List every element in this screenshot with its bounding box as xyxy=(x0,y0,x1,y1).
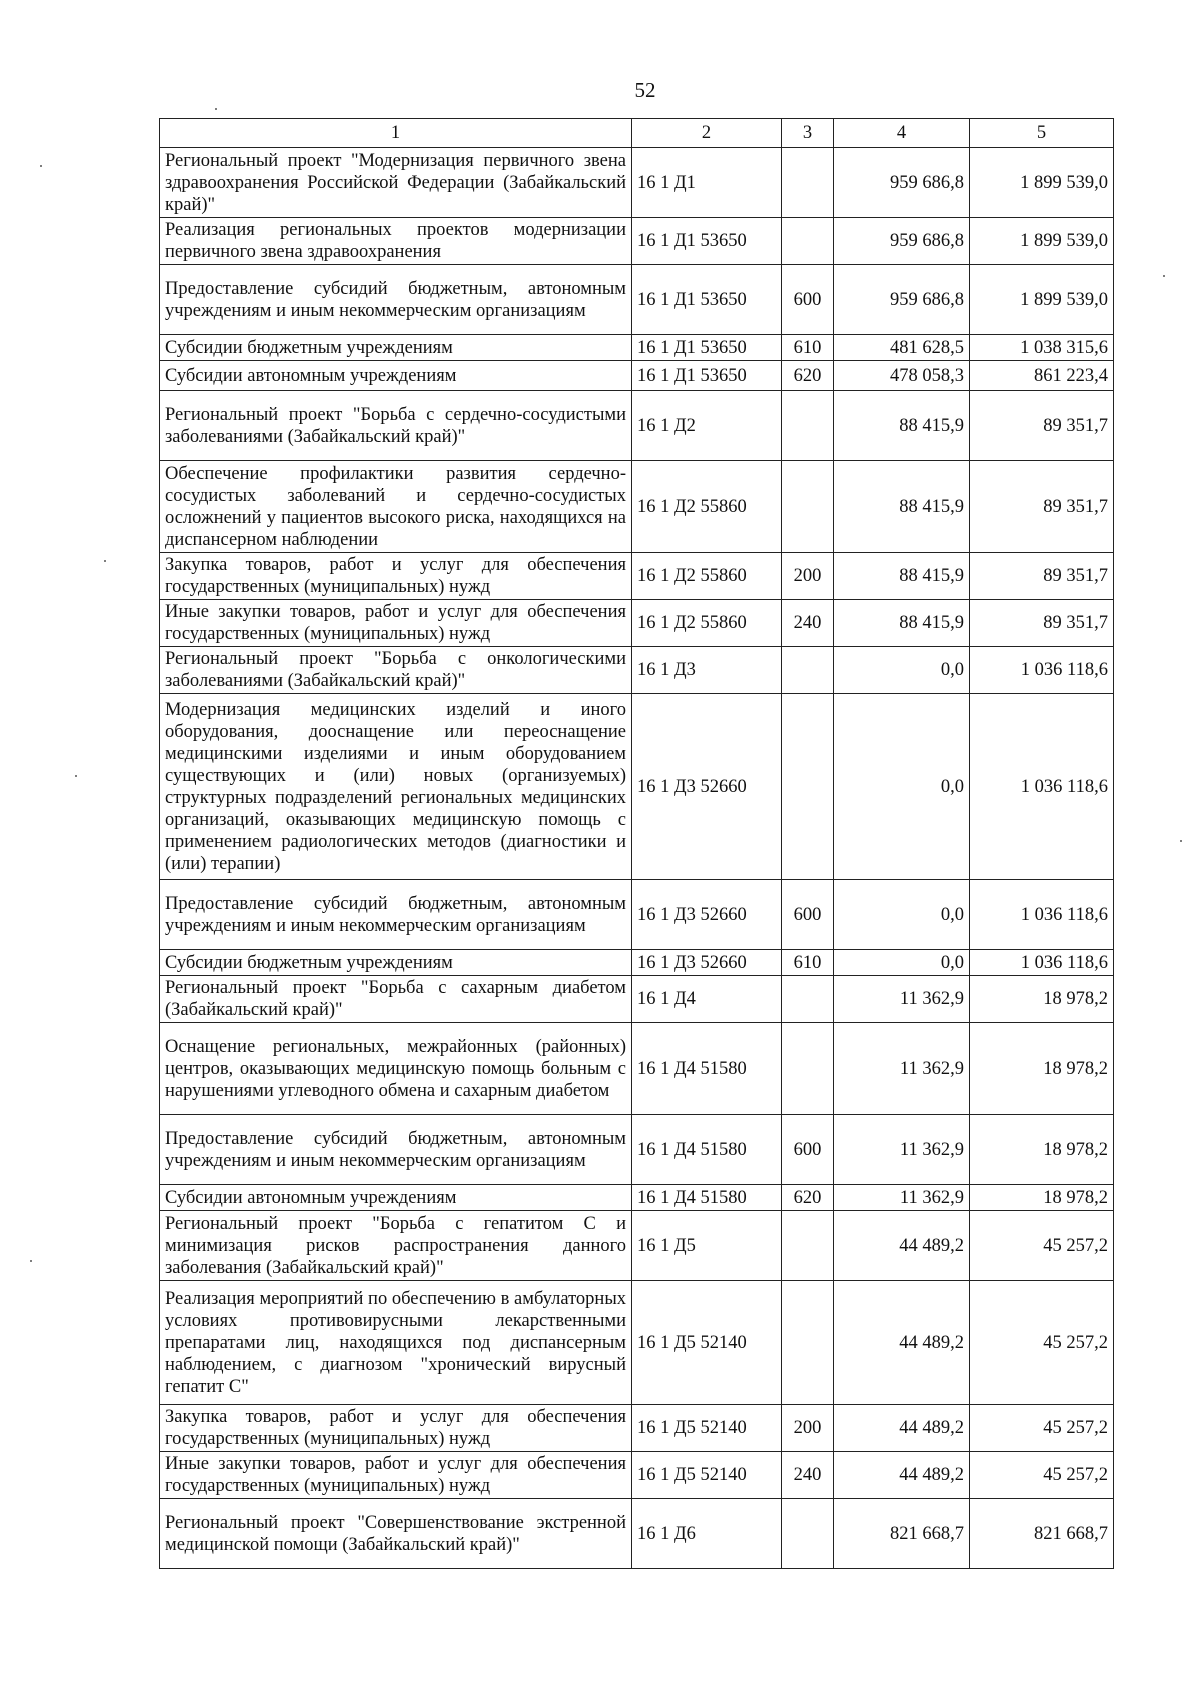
row-code-cell: 16 1 Д1 53650 xyxy=(632,218,782,265)
row-expense-type-cell xyxy=(782,461,834,553)
row-value-2-cell: 89 351,7 xyxy=(970,391,1114,461)
row-code-cell: 16 1 Д2 55860 xyxy=(632,553,782,600)
row-code-cell: 16 1 Д3 xyxy=(632,647,782,694)
row-value-2-cell: 45 257,2 xyxy=(970,1452,1114,1499)
row-name-cell: Предоставление субсидий бюджетным, автономным учреждениям и иным некоммерческим организациям xyxy=(160,1115,632,1185)
row-expense-type-cell: 240 xyxy=(782,600,834,647)
table-row xyxy=(160,1211,1114,1281)
table-row xyxy=(160,1452,1114,1499)
row-name-cell: Обеспечение профилактики развития сердечно-сосудистых заболеваний и сердечно-сосудистых осложнений у пациентов высокого риска, находящихся на диспансерном наблюдении xyxy=(160,461,632,553)
row-value-1-cell: 11 362,9 xyxy=(834,976,970,1023)
row-code-cell: 16 1 Д1 xyxy=(632,148,782,218)
table-row xyxy=(160,1281,1114,1405)
table-row xyxy=(160,461,1114,553)
table-row xyxy=(160,335,1114,361)
row-code-cell: 16 1 Д3 52660 xyxy=(632,880,782,950)
row-expense-type-cell: 610 xyxy=(782,950,834,976)
table-row xyxy=(160,361,1114,391)
table-row xyxy=(160,694,1114,880)
row-code-cell: 16 1 Д5 52140 xyxy=(632,1452,782,1499)
budget-table xyxy=(159,118,1114,1569)
row-value-1-cell: 0,0 xyxy=(834,647,970,694)
row-code-cell: 16 1 Д4 51580 xyxy=(632,1185,782,1211)
row-expense-type-cell xyxy=(782,647,834,694)
row-code-cell: 16 1 Д5 52140 xyxy=(632,1281,782,1405)
row-name-cell: Региональный проект "Борьба с гепатитом С и минимизация рисков распространения данного заболевания (Забайкальский край)" xyxy=(160,1211,632,1281)
table-row xyxy=(160,647,1114,694)
row-value-1-cell: 88 415,9 xyxy=(834,391,970,461)
row-value-1-cell: 481 628,5 xyxy=(834,335,970,361)
row-value-1-cell: 44 489,2 xyxy=(834,1281,970,1405)
row-value-2-cell: 1 036 118,6 xyxy=(970,950,1114,976)
header-col-4: 4 xyxy=(834,119,970,148)
header-col-5: 5 xyxy=(970,119,1114,148)
row-name-cell: Субсидии бюджетным учреждениям xyxy=(160,335,632,361)
row-code-cell: 16 1 Д2 55860 xyxy=(632,600,782,647)
row-code-cell: 16 1 Д4 51580 xyxy=(632,1115,782,1185)
row-value-1-cell: 88 415,9 xyxy=(834,600,970,647)
table-row xyxy=(160,148,1114,218)
row-expense-type-cell xyxy=(782,1023,834,1115)
row-value-1-cell: 821 668,7 xyxy=(834,1499,970,1569)
row-name-cell: Региональный проект "Модернизация первичного звена здравоохранения Российской Федерации (Забайкальский край)" xyxy=(160,148,632,218)
row-value-1-cell: 88 415,9 xyxy=(834,553,970,600)
row-value-1-cell: 959 686,8 xyxy=(834,218,970,265)
row-name-cell: Региональный проект "Совершенствование экстренной медицинской помощи (Забайкальский край)" xyxy=(160,1499,632,1569)
row-expense-type-cell xyxy=(782,976,834,1023)
table-row xyxy=(160,1405,1114,1452)
table-row xyxy=(160,976,1114,1023)
row-name-cell: Субсидии автономным учреждениям xyxy=(160,1185,632,1211)
row-expense-type-cell: 600 xyxy=(782,1115,834,1185)
row-value-2-cell: 89 351,7 xyxy=(970,461,1114,553)
row-expense-type-cell: 610 xyxy=(782,335,834,361)
table-row xyxy=(160,1115,1114,1185)
header-col-2: 2 xyxy=(632,119,782,148)
header-row xyxy=(160,119,1114,148)
row-value-1-cell: 44 489,2 xyxy=(834,1211,970,1281)
row-value-2-cell: 89 351,7 xyxy=(970,553,1114,600)
row-code-cell: 16 1 Д5 52140 xyxy=(632,1405,782,1452)
table-row xyxy=(160,1185,1114,1211)
table-row xyxy=(160,950,1114,976)
row-expense-type-cell xyxy=(782,391,834,461)
row-value-1-cell: 11 362,9 xyxy=(834,1023,970,1115)
header-col-1: 1 xyxy=(160,119,632,148)
table-row xyxy=(160,600,1114,647)
row-expense-type-cell: 620 xyxy=(782,1185,834,1211)
row-name-cell: Иные закупки товаров, работ и услуг для обеспечения государственных (муниципальных) нужд xyxy=(160,1452,632,1499)
row-value-2-cell: 89 351,7 xyxy=(970,600,1114,647)
row-code-cell: 16 1 Д3 52660 xyxy=(632,950,782,976)
table-row xyxy=(160,1499,1114,1569)
row-expense-type-cell: 600 xyxy=(782,265,834,335)
table-row xyxy=(160,391,1114,461)
row-value-1-cell: 959 686,8 xyxy=(834,265,970,335)
row-name-cell: Закупка товаров, работ и услуг для обеспечения государственных (муниципальных) нужд xyxy=(160,1405,632,1452)
row-code-cell: 16 1 Д3 52660 xyxy=(632,694,782,880)
row-value-2-cell: 45 257,2 xyxy=(970,1211,1114,1281)
row-value-1-cell: 959 686,8 xyxy=(834,148,970,218)
row-name-cell: Закупка товаров, работ и услуг для обеспечения государственных (муниципальных) нужд xyxy=(160,553,632,600)
row-value-2-cell: 821 668,7 xyxy=(970,1499,1114,1569)
row-expense-type-cell: 200 xyxy=(782,1405,834,1452)
row-code-cell: 16 1 Д1 53650 xyxy=(632,335,782,361)
row-value-2-cell: 1 036 118,6 xyxy=(970,880,1114,950)
row-name-cell: Региональный проект "Борьба с сахарным диабетом (Забайкальский край)" xyxy=(160,976,632,1023)
row-value-2-cell: 45 257,2 xyxy=(970,1281,1114,1405)
row-value-2-cell: 18 978,2 xyxy=(970,976,1114,1023)
row-code-cell: 16 1 Д2 xyxy=(632,391,782,461)
table-row xyxy=(160,553,1114,600)
row-expense-type-cell xyxy=(782,1281,834,1405)
row-value-2-cell: 1 038 315,6 xyxy=(970,335,1114,361)
row-expense-type-cell: 600 xyxy=(782,880,834,950)
table-row xyxy=(160,880,1114,950)
page-number: 52 xyxy=(634,78,656,102)
row-name-cell: Субсидии автономным учреждениям xyxy=(160,361,632,391)
row-name-cell: Предоставление субсидий бюджетным, автономным учреждениям и иным некоммерческим организациям xyxy=(160,265,632,335)
row-expense-type-cell: 200 xyxy=(782,553,834,600)
row-code-cell: 16 1 Д6 xyxy=(632,1499,782,1569)
row-expense-type-cell xyxy=(782,1211,834,1281)
row-code-cell: 16 1 Д5 xyxy=(632,1211,782,1281)
row-code-cell: 16 1 Д4 51580 xyxy=(632,1023,782,1115)
row-value-2-cell: 1 899 539,0 xyxy=(970,265,1114,335)
row-value-2-cell: 1 899 539,0 xyxy=(970,218,1114,265)
row-name-cell: Оснащение региональных, межрайонных (районных) центров, оказывающих медицинскую помощь больным с нарушениями углеводного обмена и сахарным диабетом xyxy=(160,1023,632,1115)
row-expense-type-cell: 620 xyxy=(782,361,834,391)
row-name-cell: Субсидии бюджетным учреждениям xyxy=(160,950,632,976)
row-value-1-cell: 0,0 xyxy=(834,694,970,880)
row-value-1-cell: 478 058,3 xyxy=(834,361,970,391)
row-value-1-cell: 44 489,2 xyxy=(834,1452,970,1499)
row-code-cell: 16 1 Д4 xyxy=(632,976,782,1023)
row-value-2-cell: 45 257,2 xyxy=(970,1405,1114,1452)
row-expense-type-cell xyxy=(782,218,834,265)
table-row xyxy=(160,1023,1114,1115)
row-value-1-cell: 88 415,9 xyxy=(834,461,970,553)
row-name-cell: Иные закупки товаров, работ и услуг для обеспечения государственных (муниципальных) нужд xyxy=(160,600,632,647)
row-value-2-cell: 18 978,2 xyxy=(970,1185,1114,1211)
row-expense-type-cell xyxy=(782,1499,834,1569)
row-value-1-cell: 11 362,9 xyxy=(834,1115,970,1185)
row-value-1-cell: 0,0 xyxy=(834,950,970,976)
row-code-cell: 16 1 Д1 53650 xyxy=(632,361,782,391)
row-value-2-cell: 861 223,4 xyxy=(970,361,1114,391)
row-value-2-cell: 18 978,2 xyxy=(970,1023,1114,1115)
row-value-2-cell: 1 036 118,6 xyxy=(970,694,1114,880)
row-value-1-cell: 44 489,2 xyxy=(834,1405,970,1452)
header-col-3: 3 xyxy=(782,119,834,148)
row-name-cell: Реализация мероприятий по обеспечению в амбулаторных условиях противовирусными лекарственными препаратами лиц, находящихся под диспансерным наблюдением, с диагнозом "хронический вирусный гепатит С" xyxy=(160,1281,632,1405)
row-value-1-cell: 0,0 xyxy=(834,880,970,950)
table-row xyxy=(160,218,1114,265)
row-value-1-cell: 11 362,9 xyxy=(834,1185,970,1211)
row-code-cell: 16 1 Д1 53650 xyxy=(632,265,782,335)
row-expense-type-cell xyxy=(782,694,834,880)
row-name-cell: Региональный проект "Борьба с онкологическими заболеваниями (Забайкальский край)" xyxy=(160,647,632,694)
row-expense-type-cell xyxy=(782,148,834,218)
row-value-2-cell: 1 899 539,0 xyxy=(970,148,1114,218)
table-row xyxy=(160,265,1114,335)
row-value-2-cell: 18 978,2 xyxy=(970,1115,1114,1185)
row-value-2-cell: 1 036 118,6 xyxy=(970,647,1114,694)
row-name-cell: Предоставление субсидий бюджетным, автономным учреждениям и иным некоммерческим организациям xyxy=(160,880,632,950)
row-name-cell: Модернизация медицинских изделий и иного оборудования, дооснащение или переоснащение медицинскими изделиями и иным оборудованием существующих и (или) новых (организуемых) структурных подразделений региональных медицинских организаций, оказывающих медицинскую помощь с применением радиологических методов (диагностики и (или) терапии) xyxy=(160,694,632,880)
row-code-cell: 16 1 Д2 55860 xyxy=(632,461,782,553)
row-name-cell: Региональный проект "Борьба с сердечно-сосудистыми заболеваниями (Забайкальский край)" xyxy=(160,391,632,461)
row-expense-type-cell: 240 xyxy=(782,1452,834,1499)
row-name-cell: Реализация региональных проектов модернизации первичного звена здравоохранения xyxy=(160,218,632,265)
